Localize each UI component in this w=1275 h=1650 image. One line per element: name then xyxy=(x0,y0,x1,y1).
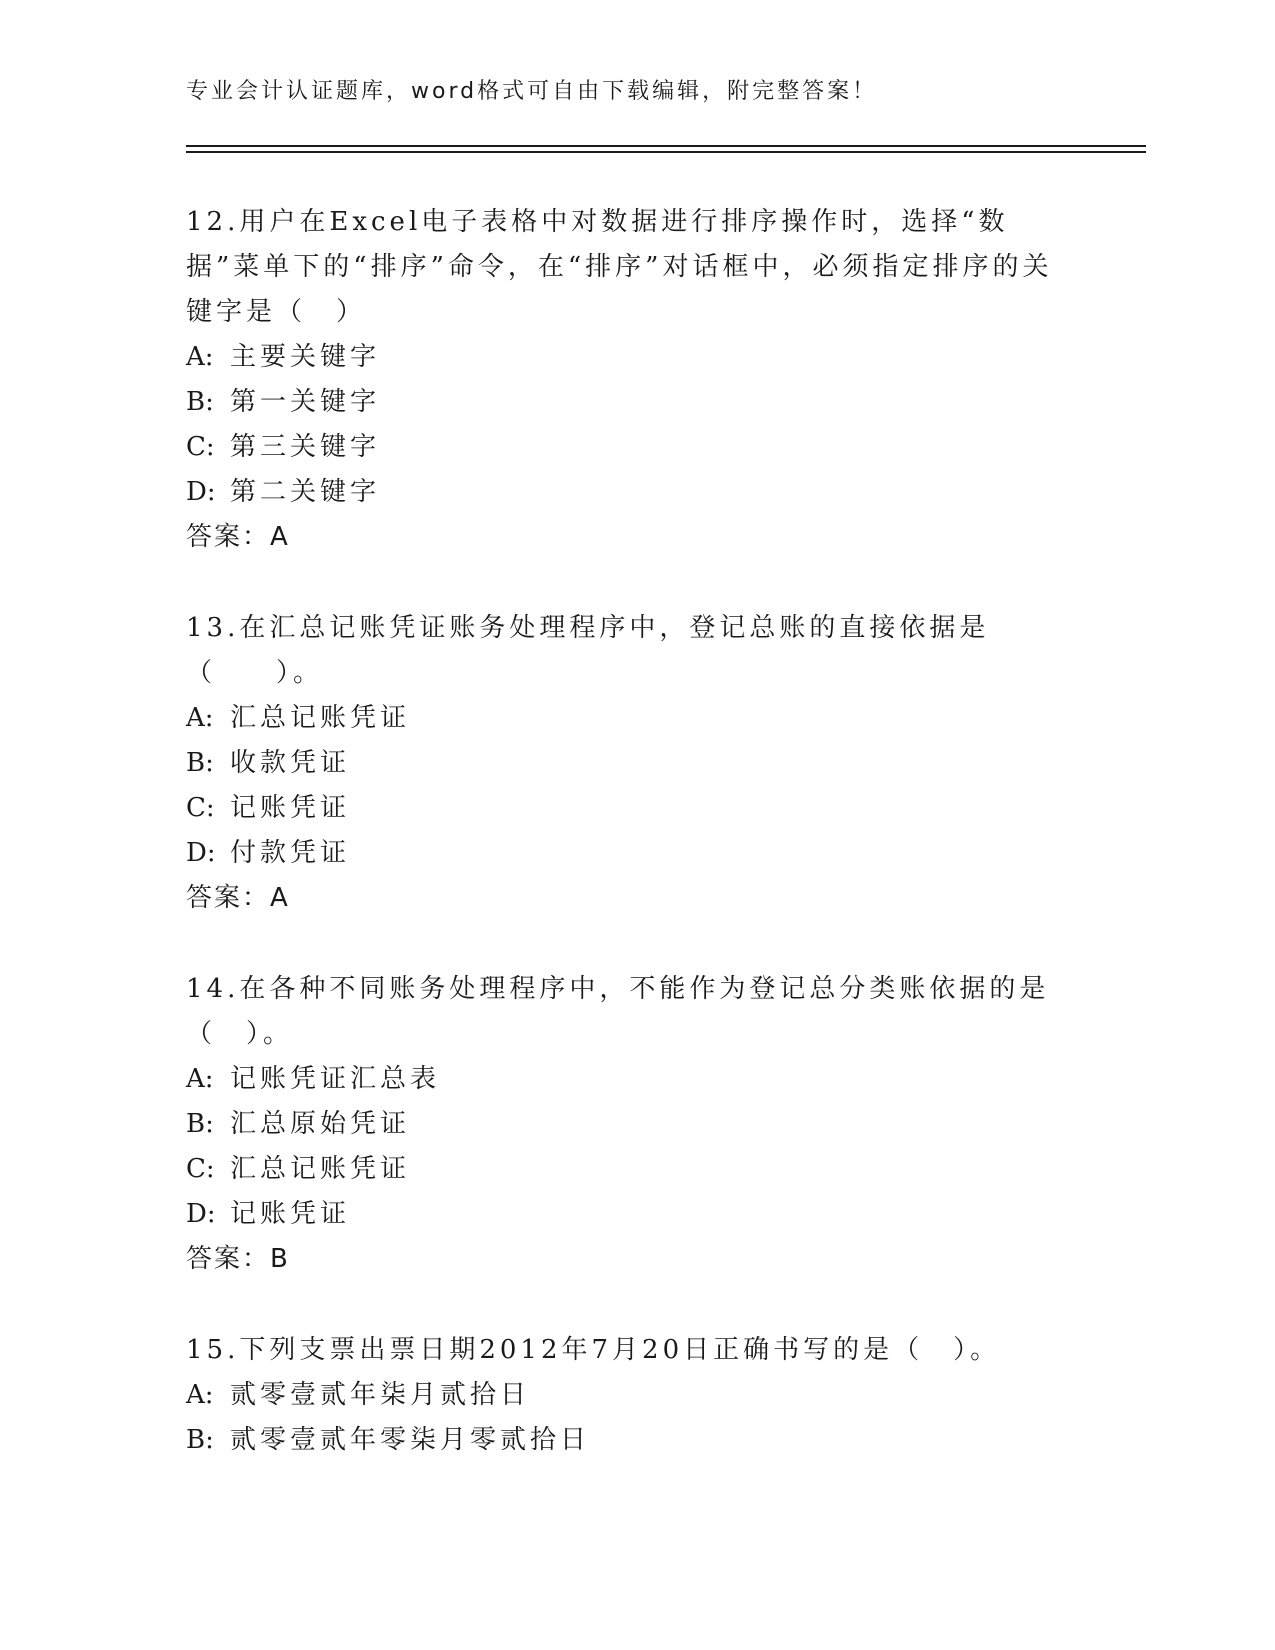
option-c xyxy=(186,786,1066,831)
option-text: 第二关键字 xyxy=(230,477,381,507)
option-label: B: xyxy=(186,1109,214,1139)
option-d xyxy=(186,470,1066,515)
option-label: D: xyxy=(186,838,216,868)
option-c xyxy=(186,1147,1066,1192)
page-header: 专业会计认证题库，word格式可自由下载编辑，附完整答案！ xyxy=(186,79,878,104)
option-label: D: xyxy=(186,477,216,507)
option-text: 记账凭证汇总表 xyxy=(230,1064,441,1094)
option-text: 汇总记账凭证 xyxy=(230,703,411,733)
option-b xyxy=(186,380,1066,425)
question-15 xyxy=(186,1328,1066,1463)
option-text: 汇总记账凭证 xyxy=(230,1154,411,1184)
option-text: 汇总原始凭证 xyxy=(230,1109,411,1139)
answer-line: 答案：A xyxy=(186,883,290,913)
question-13 xyxy=(186,606,1066,921)
option-b xyxy=(186,1102,1066,1147)
option-text: 贰零壹贰年零柒月零贰拾日 xyxy=(230,1425,591,1455)
option-label: C: xyxy=(186,432,215,462)
option-label: C: xyxy=(186,1154,215,1184)
question-stem: 14.在各种不同账务处理程序中，不能作为登记总分类账依据的是（ ）。 xyxy=(186,974,1050,1049)
option-c xyxy=(186,425,1066,470)
question-14 xyxy=(186,967,1066,1282)
option-label: A: xyxy=(186,703,214,733)
option-label: A: xyxy=(186,1380,214,1410)
option-label: A: xyxy=(186,342,214,372)
option-label: A: xyxy=(186,1064,214,1094)
answer-line: 答案：B xyxy=(186,1244,290,1274)
option-label: B: xyxy=(186,748,214,778)
option-b xyxy=(186,741,1066,786)
option-text: 记账凭证 xyxy=(230,1199,351,1229)
option-a xyxy=(186,696,1066,741)
option-a xyxy=(186,335,1066,380)
option-text: 第三关键字 xyxy=(230,432,381,462)
option-text: 第一关键字 xyxy=(230,387,381,417)
option-a xyxy=(186,1373,1066,1418)
question-stem: 13.在汇总记账凭证账务处理程序中，登记总账的直接依据是（ ）。 xyxy=(186,613,990,688)
question-stem: 12.用户在Excel电子表格中对数据进行排序操作时，选择“数据”菜单下的“排序”命令，在“排序”对话框中，必须指定排序的关键字是（ ） xyxy=(186,207,1053,327)
option-text: 贰零壹贰年柒月贰拾日 xyxy=(230,1380,531,1410)
question-list xyxy=(186,200,1066,1509)
option-text: 记账凭证 xyxy=(230,793,351,823)
option-text: 主要关键字 xyxy=(230,342,381,372)
option-a xyxy=(186,1057,1066,1102)
answer-line: 答案：A xyxy=(186,522,290,552)
option-d xyxy=(186,1192,1066,1237)
option-label: C: xyxy=(186,793,215,823)
header-divider xyxy=(186,145,1146,153)
option-d xyxy=(186,831,1066,876)
option-label: B: xyxy=(186,1425,214,1455)
option-label: D: xyxy=(186,1199,216,1229)
question-stem: 15.下列支票出票日期2012年7月20日正确书写的是（ ）。 xyxy=(186,1335,1001,1365)
option-b xyxy=(186,1418,1066,1463)
option-label: B: xyxy=(186,387,214,417)
question-12 xyxy=(186,200,1066,560)
option-text: 付款凭证 xyxy=(230,838,351,868)
option-text: 收款凭证 xyxy=(230,748,351,778)
